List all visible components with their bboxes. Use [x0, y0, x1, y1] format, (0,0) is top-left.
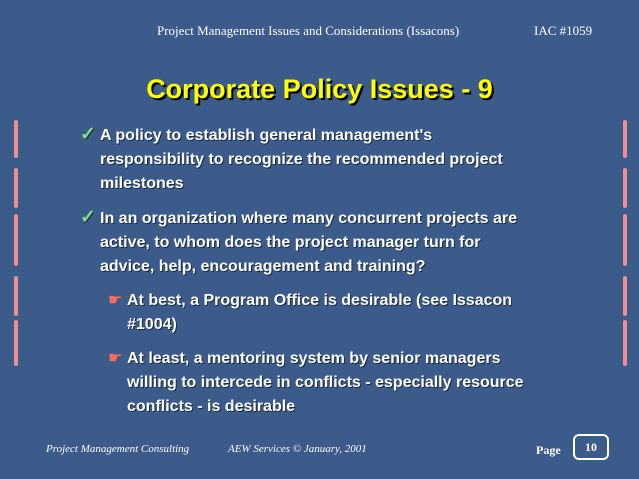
sub-bullet-2-line-2: willing to intercede in conflicts - especially resource — [127, 374, 524, 391]
page-number: 10 — [585, 440, 597, 454]
right-side-bar-3 — [623, 214, 627, 266]
left-side-bar-4 — [14, 276, 18, 316]
left-side-bar-3 — [14, 214, 18, 266]
bullet-2-line-2: active, to whom does the project manager turn for — [100, 234, 481, 251]
header-iac-number: IAC #1059 — [534, 23, 593, 38]
page-number-box — [573, 434, 609, 460]
footer-company: Project Management Consulting — [46, 443, 190, 455]
sub-bullet-2-line-1: At least, a mentoring system by senior managers — [127, 350, 501, 367]
sub-bullet-1 — [127, 289, 607, 337]
right-side-bar-4 — [623, 276, 627, 316]
check-icon: ✓ — [80, 124, 96, 145]
bullet-2-line-3: advice, help, encouragement and training? — [100, 258, 426, 275]
bullet-2-line-1: In an organization where many concurrent projects are — [100, 210, 517, 227]
bullet-1-line-2: responsibility to recognize the recommended project — [100, 151, 503, 168]
pointing-hand-icon: ☛ — [108, 350, 123, 367]
right-side-bar-2 — [623, 168, 627, 208]
bullet-1-line-1: A policy to establish general management's — [100, 127, 433, 144]
bullet-2 — [100, 207, 600, 279]
right-side-bar-1 — [623, 120, 627, 158]
sub-bullet-2 — [127, 347, 607, 419]
pointing-hand-icon: ☛ — [108, 292, 123, 309]
bullet-1-line-3: milestones — [100, 175, 184, 192]
sub-bullet-1-line-2: #1004) — [127, 316, 177, 333]
left-side-bar-2 — [14, 168, 18, 208]
slide-title: Corporate Policy Issues - 9 — [146, 74, 493, 104]
sub-bullet-1-line-1: At best, a Program Office is desirable (see Issacon — [127, 292, 513, 309]
sub-bullet-2-line-3: conflicts - is desirable — [127, 398, 296, 415]
right-side-bar-5 — [623, 320, 627, 366]
check-icon: ✓ — [80, 207, 96, 228]
page-label: Page — [536, 443, 561, 457]
left-side-bar-5 — [14, 320, 18, 366]
left-side-bar-1 — [14, 120, 18, 158]
bullet-1 — [100, 124, 600, 196]
header-course-title: Project Management Issues and Considerations (Issacons) — [157, 23, 460, 38]
footer-copyright: AEW Services © January, 2001 — [228, 443, 367, 455]
